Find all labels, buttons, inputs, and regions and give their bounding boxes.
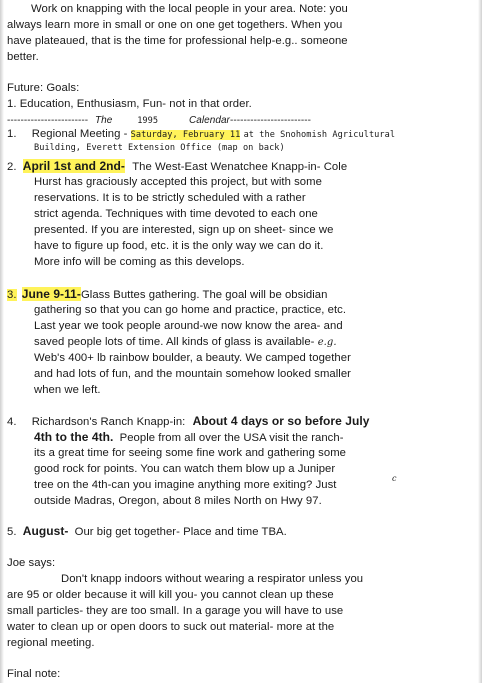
june-dates: June 9-11- bbox=[21, 287, 81, 301]
june-line bbox=[7, 287, 327, 303]
scan-edge-right bbox=[478, 0, 482, 683]
joe-line: are 95 or older because it will kill you- you cannot clean up these bbox=[7, 589, 334, 601]
june-line-text: saved people lots of time. All kinds of glass is available- bbox=[34, 336, 315, 348]
scan-edge-left bbox=[0, 0, 4, 683]
june-number: 3. bbox=[7, 289, 17, 301]
august-line bbox=[7, 524, 287, 540]
calendar-year: 1995 bbox=[137, 116, 159, 126]
june-line: Last year we took people around-we now know the area- and bbox=[34, 320, 343, 332]
june-line: when we left. bbox=[34, 384, 101, 396]
calendar-label: Calendar bbox=[188, 115, 230, 126]
meeting-location: at the Snohomish Agricultural bbox=[243, 130, 396, 140]
april-line bbox=[7, 159, 347, 175]
joe-line: regional meeting. bbox=[7, 637, 95, 649]
goals-item: 1. Education, Enthusiasm, Fun- not in that order. bbox=[7, 98, 252, 110]
april-line: have to figure up food, etc. it is the only way we can do it. bbox=[34, 240, 324, 252]
meeting-location-line2: Building, Everett Extension Office (map on back) bbox=[34, 143, 285, 153]
richardson-line: its a great time for seeing some fine work and gathering some bbox=[34, 447, 346, 459]
dashes-left: ------------------------ bbox=[7, 115, 89, 126]
intro-line: have plateaued, that is the time for professional help-e.g.. someone bbox=[7, 35, 348, 47]
handwritten-note: e.g. bbox=[317, 337, 337, 348]
richardson-line: outside Madras, Oregon, about 8 miles North on Hwy 97. bbox=[34, 495, 322, 507]
june-line bbox=[34, 335, 337, 350]
joe-heading: Joe says: bbox=[7, 557, 56, 569]
richardson-bold: About 4 days or so before July bbox=[192, 414, 370, 428]
richardson-line: good rock for points. You can watch them blow up a Juniper bbox=[34, 463, 336, 475]
april-line: More info will be coming as this develops. bbox=[34, 256, 245, 268]
richardson-line bbox=[34, 430, 344, 446]
june-line: Web's 400+ lb rainbow boulder, a beauty. We camped together bbox=[34, 352, 351, 364]
final-note: Final note: bbox=[7, 668, 61, 680]
meeting-number: 1. bbox=[7, 128, 17, 140]
june-line: gathering so that you can go home and practice, practice, etc. bbox=[34, 304, 347, 316]
april-line: reservations. It is to be strictly scheduled with a rather bbox=[34, 192, 306, 204]
april-dates: April 1st and 2nd- bbox=[22, 159, 125, 173]
june-line: and had lots of fun, and the mountain somehow looked smaller bbox=[34, 368, 351, 380]
goals-heading: Future: Goals: bbox=[7, 82, 80, 94]
joe-line: water to clean up or open doors to suck out material- more at the bbox=[7, 621, 335, 633]
richardson-bold: 4th to the 4th. bbox=[34, 430, 114, 444]
april-text: The West-East Wenatchee Knapp-in- Cole bbox=[132, 161, 348, 173]
joe-line: Don't knapp indoors without wearing a respirator unless you bbox=[61, 573, 364, 585]
april-line: Hurst has graciously accepted this project, but with some bbox=[34, 176, 322, 188]
april-number: 2. bbox=[7, 161, 17, 173]
august-text: Our big get together- Place and time TBA. bbox=[74, 526, 287, 538]
intro-line: Work on knapping with the local people in your area. Note: you bbox=[31, 3, 348, 15]
intro-line: always learn more in small or one on one get togethers. When you bbox=[7, 19, 343, 31]
richardson-number: 4. bbox=[7, 416, 17, 428]
meeting-date: Saturday, February 11 bbox=[130, 130, 241, 140]
meeting-label: Regional Meeting - bbox=[31, 128, 128, 140]
august-bold: August- bbox=[22, 524, 69, 538]
august-number: 5. bbox=[7, 526, 17, 538]
richardson-text: People from all over the USA visit the ranch- bbox=[119, 432, 344, 444]
richardson-lead: Richardson's Ranch Knapp-in: bbox=[31, 416, 186, 428]
dashes-right: ------------------------ bbox=[229, 115, 312, 126]
april-line: presented. If you are interested, sign up on sheet- since we bbox=[34, 224, 334, 236]
june-text: Glass Buttes gathering. The goal will be obsidian bbox=[80, 289, 328, 301]
calendar-the: The bbox=[94, 115, 113, 126]
intro-line: better. bbox=[7, 51, 39, 63]
caret-insertion: c bbox=[392, 474, 397, 483]
april-line: strict agenda. Techniques with time devoted to each one bbox=[34, 208, 318, 220]
richardson-line: tree on the 4th-can you imagine anything more exiting? Just bbox=[34, 479, 337, 491]
joe-line: small particles- they are too small. In a garage you will have to use bbox=[7, 605, 344, 617]
richardson-line bbox=[7, 414, 369, 430]
